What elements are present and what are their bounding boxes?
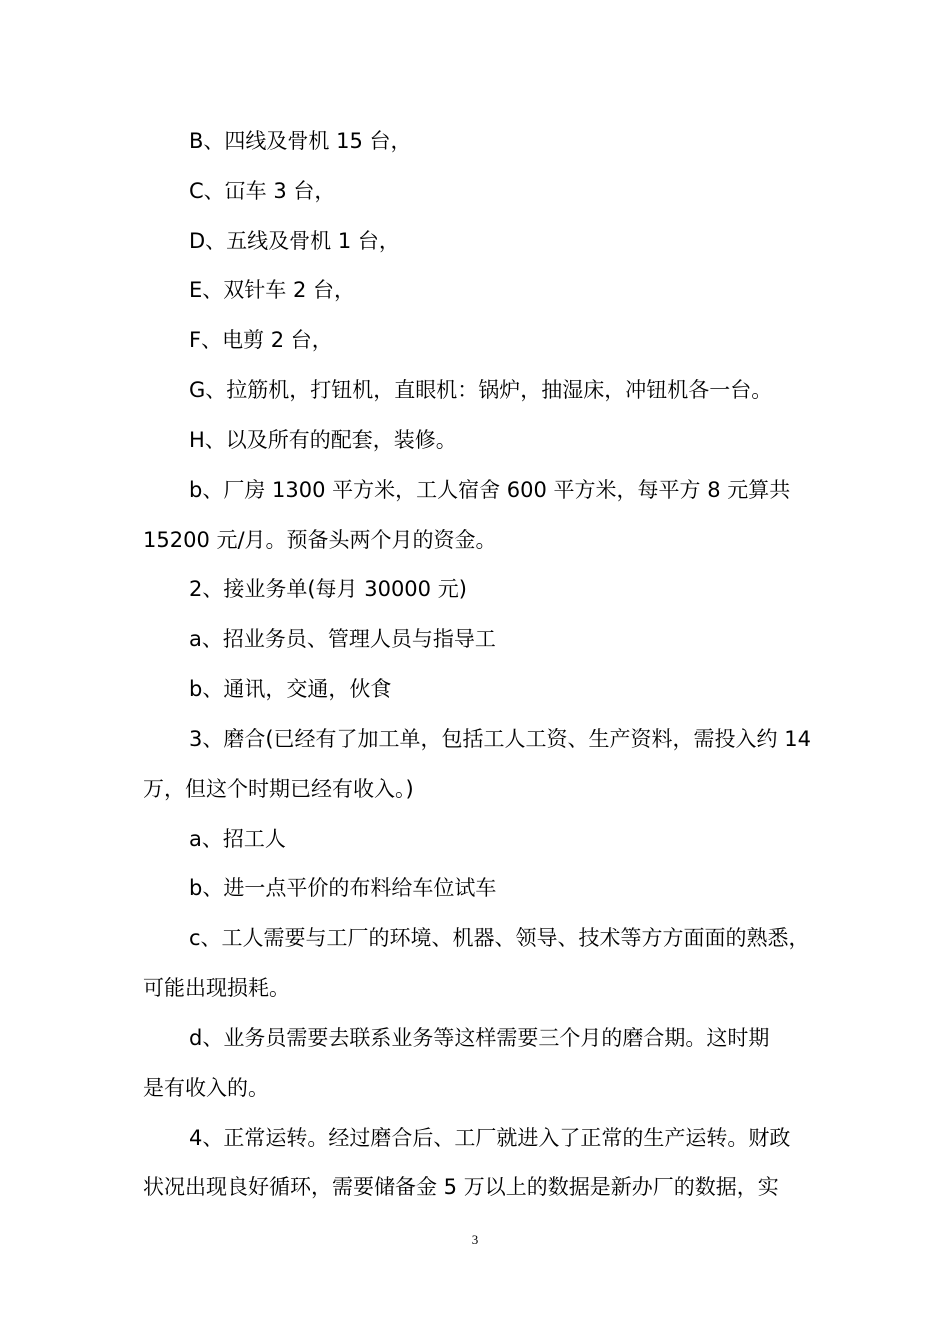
paragraph-line: 是有收入的。 [143,1076,269,1100]
paragraph-line: c、工人需要与工厂的环境、机器、领导、技术等方方面面的熟悉， [189,926,810,950]
paragraph-line: b、通讯，交通，伙食 [189,677,392,701]
equipment-item-c: C、冚车 3 台， [189,179,336,203]
equipment-item-e: E、双针车 2 台， [189,278,355,302]
section-heading-2: 2、接业务单(每月 30000 元) [189,577,467,601]
paragraph-line: a、招工人 [189,827,286,851]
equipment-item-h: H、以及所有的配套，装修。 [189,428,457,452]
paragraph-line: 可能出现损耗。 [143,976,290,1000]
section-heading-4: 4、正常运转。经过磨合后、工厂就进入了正常的生产运转。财政 [189,1126,791,1150]
paragraph-line: d、业务员需要去联系业务等这样需要三个月的磨合期。这时期 [189,1026,770,1050]
section-heading-3: 3、磨合(已经有了加工单，包括工人工资、生产资料，需投入约 14 [189,727,811,751]
paragraph-line: a、招业务员、管理人员与指导工 [189,627,496,651]
equipment-item-f: F、电剪 2 台， [189,328,333,352]
equipment-item-d: D、五线及骨机 1 台， [189,229,400,253]
paragraph-line: 万，但这个时期已经有收入。) [143,777,414,801]
paragraph-line: 状况出现良好循环，需要储备金 5 万以上的数据是新办厂的数据，实 [143,1175,779,1199]
paragraph-line: b、厂房 1300 平方米，工人宿舍 600 平方米，每平方 8 元算共 [189,478,791,502]
paragraph-line: 15200 元/月。预备头两个月的资金。 [143,528,497,552]
equipment-item-b: B、四线及骨机 15 台， [189,129,412,153]
page-number: 3 [471,1232,479,1247]
equipment-item-g: G、拉筋机，打钮机，直眼机：锅炉，抽湿床，冲钮机各一台。 [189,378,773,402]
paragraph-line: b、进一点平价的布料给车位试车 [189,876,497,900]
